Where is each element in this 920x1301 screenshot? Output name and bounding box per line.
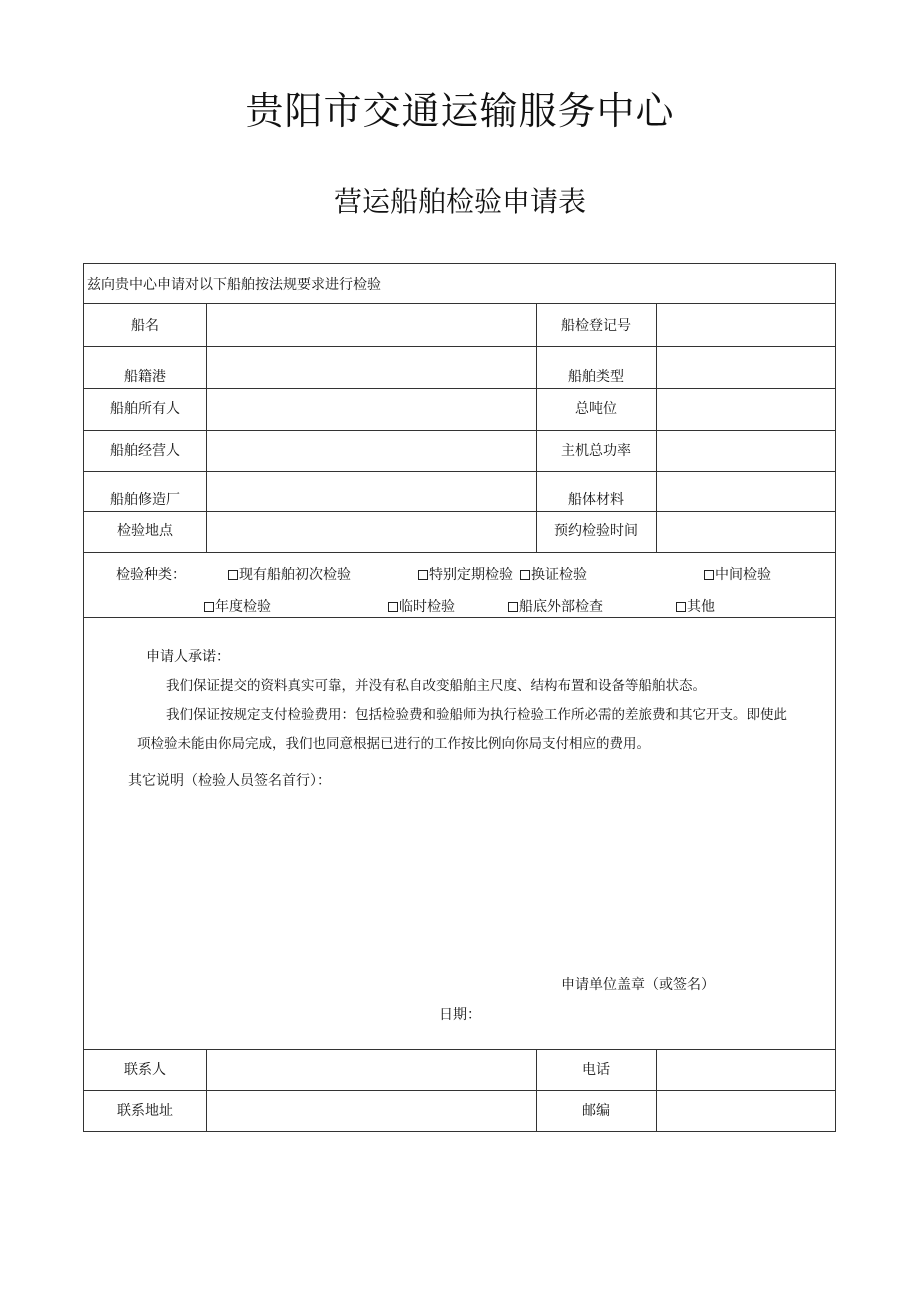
option-bottom-external[interactable]: 船底外部检查 <box>508 598 603 616</box>
ship-owner-label: 船舶所有人 <box>110 401 180 417</box>
postal-code-label: 邮编 <box>582 1103 610 1119</box>
option-special-periodic[interactable]: 特别定期检验 <box>418 566 513 584</box>
inspection-location-label: 检验地点 <box>117 523 173 539</box>
grid-line <box>84 388 835 389</box>
pledge-line-3: 项检验未能由你局完成，我们也同意根据已进行的工作按比例向你局支付相应的费用。 <box>137 736 650 752</box>
seal-label: 申请单位盖章（或签名） <box>561 977 715 993</box>
option-initial-inspection[interactable]: 现有船舶初次检验 <box>228 566 351 584</box>
ship-name-label: 船名 <box>131 318 159 334</box>
grid-line <box>84 1090 835 1091</box>
grid-line <box>536 303 537 552</box>
shipyard-label: 船舶修造厂 <box>110 492 180 508</box>
form-title: 营运船舶检验申请表 <box>333 185 586 218</box>
pledge-line-1: 我们保证提交的资料真实可靠，并没有私自改变船舶主尺度、结构布置和设备等船舶状态。 <box>166 678 706 694</box>
grid-line <box>84 617 835 618</box>
option-other[interactable]: 其他 <box>676 598 715 616</box>
option-certificate-renewal[interactable]: 换证检验 <box>520 566 587 584</box>
grid-line <box>84 430 835 431</box>
contact-person-label: 联系人 <box>124 1062 166 1078</box>
grid-line <box>656 1049 657 1132</box>
phone-label: 电话 <box>582 1062 610 1078</box>
port-of-registry-label: 船籍港 <box>124 369 166 385</box>
checkbox-icon[interactable] <box>228 570 238 580</box>
grid-line <box>206 1049 207 1132</box>
grid-line <box>84 303 835 304</box>
engine-power-label: 主机总功率 <box>561 443 631 459</box>
gross-tonnage-label: 总吨位 <box>575 401 617 417</box>
grid-line <box>84 471 835 472</box>
checkbox-icon[interactable] <box>388 602 398 612</box>
checkbox-icon[interactable] <box>418 570 428 580</box>
grid-line <box>84 511 835 512</box>
contact-address-label: 联系地址 <box>117 1103 173 1119</box>
pledge-line-2: 我们保证按规定支付检验费用：包括检验费和验船师为执行检验工作所必需的差旅费和其它开支。即使此 <box>166 707 787 723</box>
option-occasional[interactable]: 临时检验 <box>388 598 455 616</box>
checkbox-icon[interactable] <box>520 570 530 580</box>
checkbox-icon[interactable] <box>508 602 518 612</box>
inspection-type-label: 检验种类： <box>116 567 186 583</box>
grid-line <box>656 303 657 552</box>
ship-type-label: 船舶类型 <box>568 369 624 385</box>
option-intermediate[interactable]: 中间检验 <box>704 566 771 584</box>
grid-line <box>84 1049 835 1050</box>
checkbox-icon[interactable] <box>704 570 714 580</box>
grid-line <box>84 346 835 347</box>
ship-operator-label: 船舶经营人 <box>110 443 180 459</box>
checkbox-icon[interactable] <box>204 602 214 612</box>
org-title: 贵阳市交通运输服务中心 <box>245 89 675 133</box>
form-intro: 兹向贵中心申请对以下船舶按法规要求进行检验 <box>87 277 381 293</box>
scheduled-time-label: 预约检验时间 <box>554 523 638 539</box>
option-annual[interactable]: 年度检验 <box>204 598 271 616</box>
hull-material-label: 船体材料 <box>568 492 624 508</box>
grid-line <box>84 552 835 553</box>
date-label: 日期： <box>439 1007 481 1023</box>
pledge-heading: 申请人承诺： <box>146 649 230 665</box>
registration-number-label: 船检登记号 <box>561 318 631 334</box>
application-form <box>83 263 836 1132</box>
checkbox-icon[interactable] <box>676 602 686 612</box>
other-notes-label: 其它说明（检验人员签名首行）： <box>128 773 331 789</box>
grid-line <box>206 303 207 552</box>
